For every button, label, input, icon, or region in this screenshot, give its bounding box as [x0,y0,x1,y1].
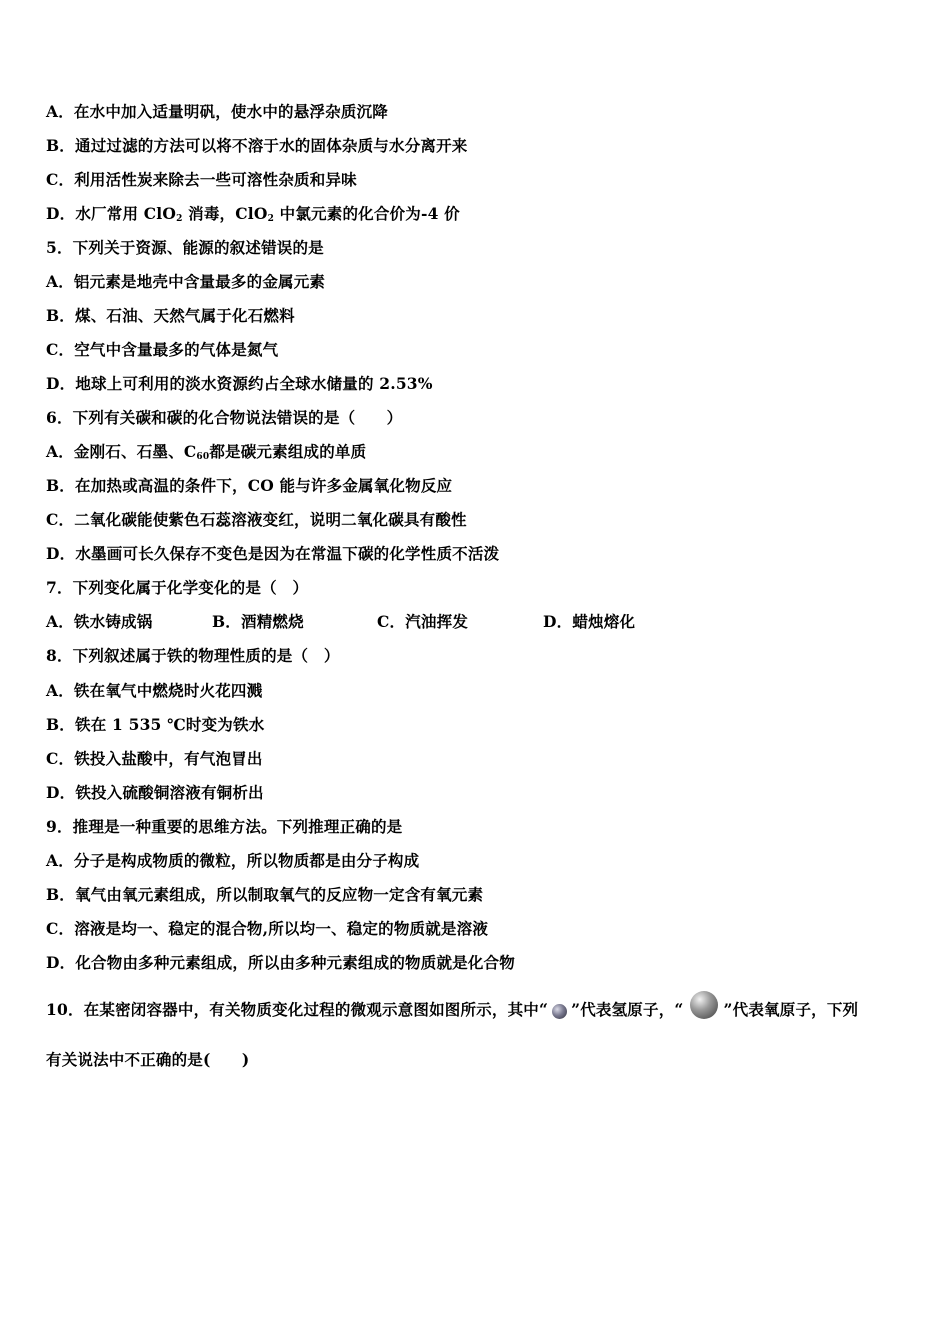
q6-option-d: D．水墨画可长久保存不变色是因为在常温下碳的化学性质不活泼 [46,544,500,563]
q10-stem-line-1 [46,1000,858,1020]
q5-option-b: B．煤、石油、天然气属于化石燃料 [46,306,295,325]
q6-a-text-1: A．金刚石、石墨、C [46,442,197,461]
q10-text-2: ”代表氢原子，“ [571,1000,684,1019]
q6-a-subscript: 60 [196,452,210,462]
q5-option-a: A．铝元素是地壳中含量最多的金属元素 [46,272,326,291]
hydrogen-atom-icon [552,1004,567,1019]
q7-option-a: A．铁水铸成锅 [46,612,153,631]
q4-option-d [46,204,460,224]
q10-stem-line-2: 有关说法中不正确的是( ) [46,1050,250,1069]
q6-option-b: B．在加热或高温的条件下，CO 能与许多金属氧化物反应 [46,476,453,495]
q8-stem: 8．下列叙述属于铁的物理性质的是（ ） [46,646,340,665]
q10-text-1: 10．在某密闭容器中，有关物质变化过程的微观示意图如图所示，其中“ [46,1000,549,1019]
q4-option-a: A．在水中加入适量明矾，使水中的悬浮杂质沉降 [46,102,388,121]
q4-d-text-3: 中氯元素的化合价为-4 价 [274,204,460,223]
q10-text-3: ”代表氧原子，下列 [723,1000,859,1019]
q9-option-a: A．分子是构成物质的微粒，所以物质都是由分子构成 [46,851,420,870]
q5-option-c: C．空气中含量最多的气体是氮气 [46,340,279,359]
q4-d-subscript-1: 2 [176,214,183,224]
q9-option-c: C．溶液是均一、稳定的混合物,所以均一、稳定的物质就是溶液 [46,919,489,938]
q6-stem: 6．下列有关碳和碳的化合物说法错误的是（ ） [46,408,403,427]
q7-option-d: D．蜡烛熔化 [543,612,636,631]
q8-option-b: B．铁在 1 535 ℃时变为铁水 [46,715,265,734]
q7-option-c: C．汽油挥发 [377,612,469,631]
q5-stem: 5．下列关于资源、能源的叙述错误的是 [46,238,324,257]
q6-a-text-2: 都是碳元素组成的单质 [209,442,367,461]
q4-option-c: C．利用活性炭来除去一些可溶性杂质和异味 [46,170,357,189]
q8-option-c: C．铁投入盐酸中，有气泡冒出 [46,749,263,768]
q6-option-c: C．二氧化碳能使紫色石蕊溶液变红，说明二氧化碳具有酸性 [46,510,467,529]
q4-option-b: B．通过过滤的方法可以将不溶于水的固体杂质与水分离开来 [46,136,468,155]
q7-option-b: B．酒精燃烧 [212,612,304,631]
q4-d-text-1: D．水厂常用 ClO [46,204,177,223]
q7-stem: 7．下列变化属于化学变化的是（ ） [46,578,309,597]
q5-option-d: D．地球上可利用的淡水资源约占全球水储量的 2.53% [46,374,433,393]
q4-d-text-2: 消毒，ClO [182,204,268,223]
q9-option-b: B．氧气由氧元素组成，所以制取氧气的反应物一定含有氧元素 [46,885,484,904]
q9-stem: 9．推理是一种重要的思维方法。下列推理正确的是 [46,817,403,836]
oxygen-atom-icon [690,991,718,1019]
q6-option-a [46,442,366,462]
q8-option-d: D．铁投入硫酸铜溶液有铜析出 [46,783,264,802]
q8-option-a: A．铁在氧气中燃烧时火花四溅 [46,681,263,700]
q4-d-subscript-2: 2 [267,214,275,224]
q9-option-d: D．化合物由多种元素组成，所以由多种元素组成的物质就是化合物 [46,953,515,972]
